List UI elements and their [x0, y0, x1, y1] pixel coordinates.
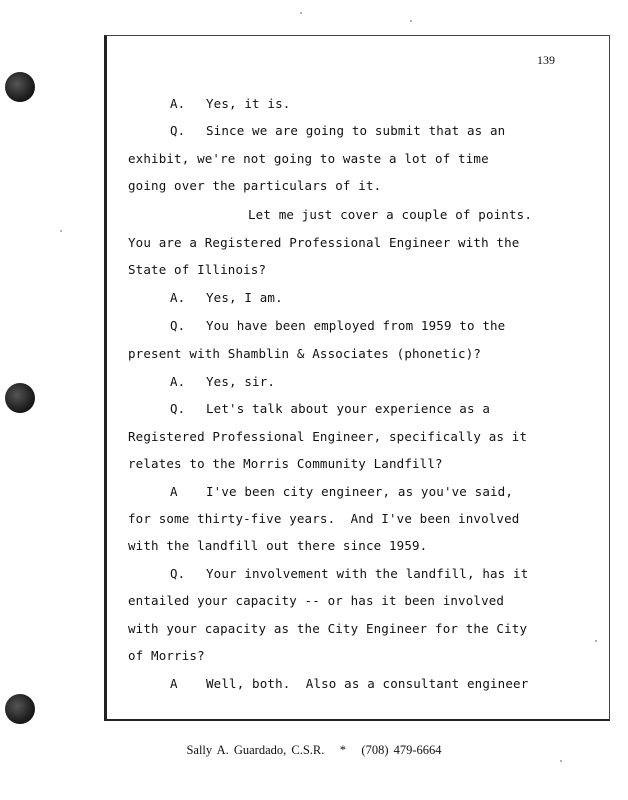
transcript-line [128, 346, 481, 361]
line-text: Well, both. Also as a consultant engineer [206, 676, 529, 691]
line-text: Let me just cover a couple of points. [248, 207, 532, 222]
line-text: present with Shamblin & Associates (phonetic)? [128, 346, 482, 361]
line-text: Yes, I am. [206, 290, 283, 305]
transcript-line [128, 178, 381, 193]
speaker-label: A [170, 676, 178, 691]
transcript-line [128, 593, 504, 608]
reporter-phone: (708) 479-6664 [361, 743, 442, 757]
transcript-line [128, 262, 266, 277]
line-text: Yes, sir. [206, 374, 276, 389]
transcript-line [170, 123, 505, 138]
transcript-line [128, 621, 527, 636]
speaker-label: A. [170, 290, 186, 305]
speaker-label: Q. [170, 566, 186, 581]
line-text: for some thirty-five years. And I've been involved [128, 511, 520, 526]
transcript-line [170, 374, 275, 389]
speaker-label: A [170, 484, 178, 499]
page-number: 139 [537, 53, 555, 67]
line-text: You are a Registered Professional Engineer with the [128, 235, 520, 250]
line-text: going over the particulars of it. [128, 178, 382, 193]
speaker-label: Q. [170, 318, 186, 333]
speaker-label: A. [170, 374, 186, 389]
transcript-line [170, 566, 528, 581]
transcript-line [128, 538, 427, 553]
transcript-line [128, 648, 205, 663]
transcript-line [128, 235, 519, 250]
scan-speck [410, 20, 412, 22]
punch-hole-middle [5, 383, 35, 413]
transcript-line [170, 318, 505, 333]
line-text: I've been city engineer, as you've said, [206, 484, 514, 499]
line-text: with your capacity as the City Engineer for the City [128, 621, 528, 636]
scan-speck [60, 230, 62, 232]
transcript-line [248, 207, 532, 222]
line-text: Yes, it is. [206, 96, 291, 111]
speaker-label: Q. [170, 401, 186, 416]
speaker-label: A. [170, 96, 186, 111]
line-text: State of Illinois? [128, 262, 267, 277]
transcript-line [170, 290, 283, 305]
punch-hole-top [5, 72, 35, 102]
transcript-line [128, 456, 443, 471]
speaker-label: Q. [170, 123, 186, 138]
line-text: exhibit, we're not going to waste a lot of time [128, 151, 489, 166]
transcript-line [170, 96, 290, 111]
line-text: of Morris? [128, 648, 205, 663]
transcript-line [128, 429, 527, 444]
transcript-line [128, 511, 519, 526]
line-text: You have been employed from 1959 to the [206, 318, 506, 333]
punch-hole-bottom [5, 694, 35, 724]
line-text: entailed your capacity -- or has it been involved [128, 593, 505, 608]
line-text: with the landfill out there since 1959. [128, 538, 428, 553]
line-text: Let's talk about your experience as a [206, 401, 490, 416]
transcript-line [170, 484, 513, 499]
scan-speck [300, 12, 302, 14]
line-text: Registered Professional Engineer, specifically as it [128, 429, 528, 444]
transcript-line [128, 151, 489, 166]
line-text: relates to the Morris Community Landfill? [128, 456, 443, 471]
footer-separator: * [339, 743, 347, 757]
reporter-name: Sally A. Guardado, C.S.R. [186, 743, 325, 757]
scan-speck [560, 760, 562, 762]
transcript-line [170, 676, 528, 691]
reporter-footer [0, 743, 628, 758]
line-text: Since we are going to submit that as an [206, 123, 506, 138]
transcript-line [170, 401, 490, 416]
line-text: Your involvement with the landfill, has it [206, 566, 529, 581]
